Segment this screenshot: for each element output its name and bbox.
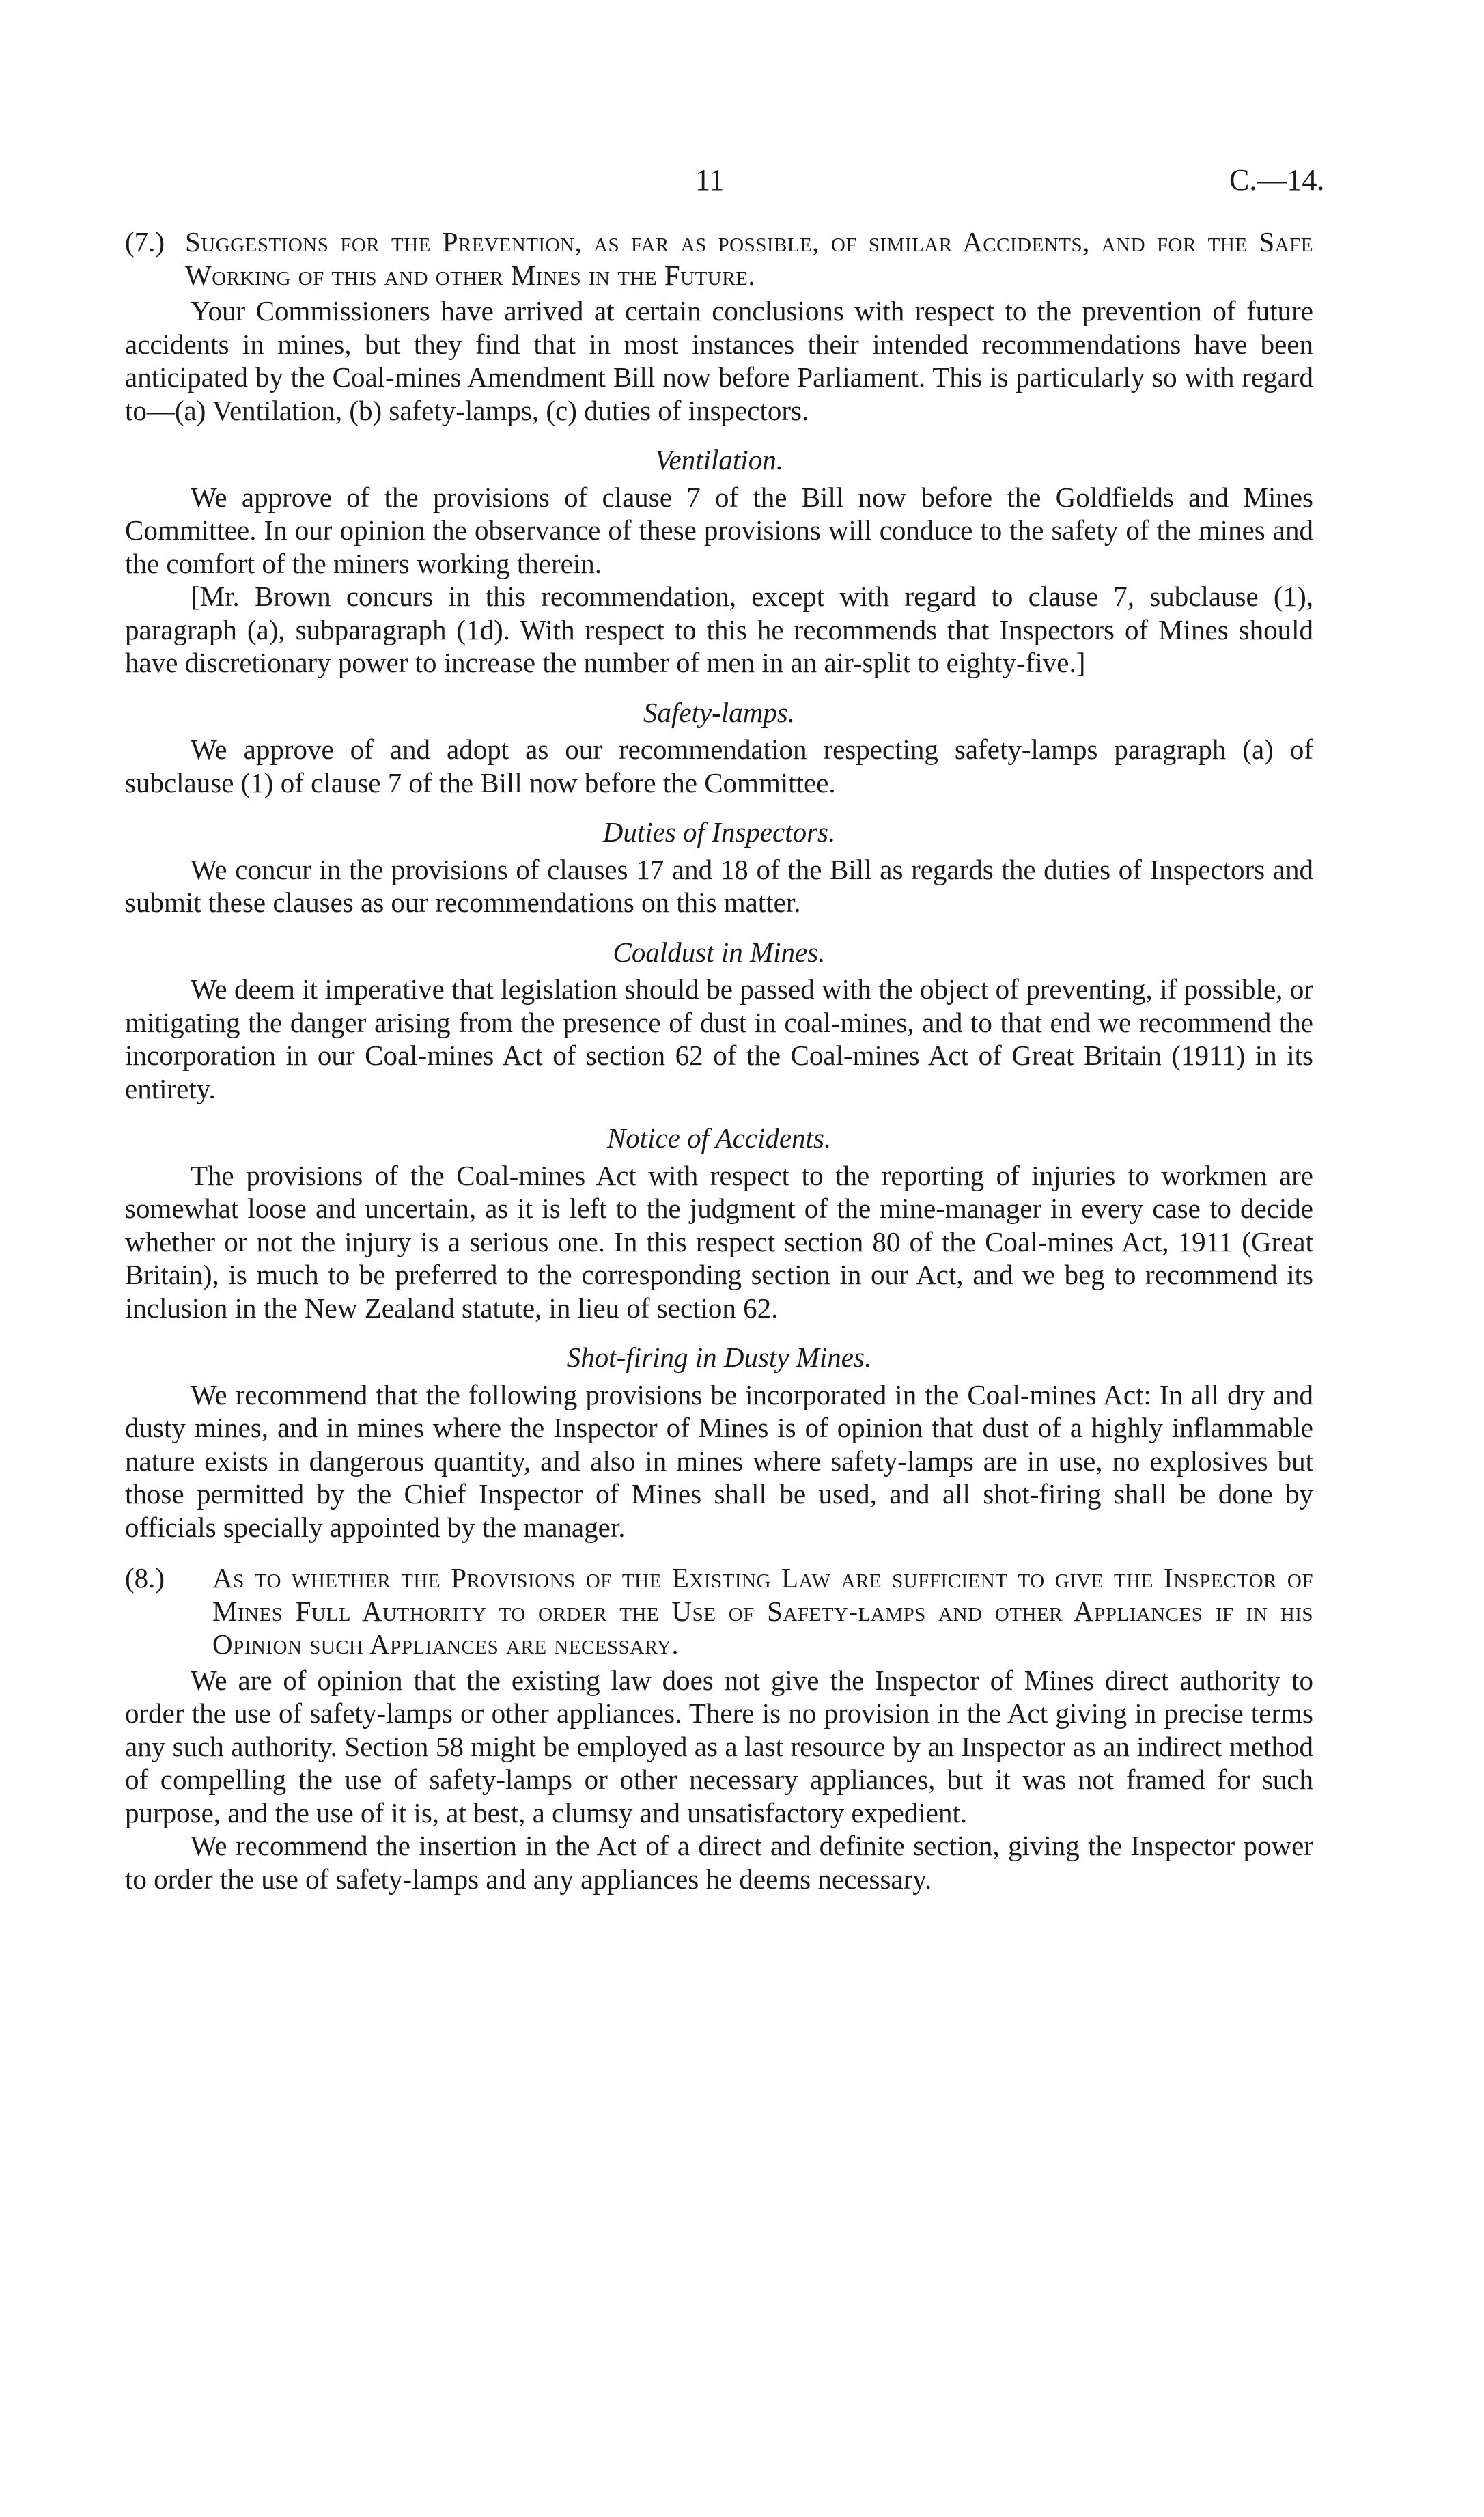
notice-paragraph: The provisions of the Coal-mines Act with respect to the reporting of injuries to workmen are somewhat loose and uncertain, as it is left to the judgment of the mine-manager in every case to decide whether or not the injury is a serious one. In this respect section 80 of the Coal-mines Act, 1911 (Great Britain), is much to be preferred to the corresponding section in our Act, and we beg to recommend its inclusion in the New Zealand statute, in lieu of section 62. (125, 1159, 1313, 1324)
ventilation-dissent: [Mr. Brown concurs in this recommendation, except with regard to clause 7, subclause (1), paragraph (a), subparagraph (1d). With respect to this he recommends that Inspectors of Mines should have discretionary power to increase the number of men in an air-split to eighty-five.] (125, 581, 1313, 678)
page-number: 11 (695, 163, 725, 197)
ventilation-heading: Ventilation. (655, 444, 783, 475)
shotfiring-paragraph: We recommend that the following provisions be incorporated in the Coal-mines Act: In all dry and dusty mines, and in mines where the Inspector of Mines is of opinion that dust of a highly inflammable nature exists in dangerous quantity, and also in mines where safety-lamps are in use, no explosives but those permitted by the Chief Inspector of Mines shall be used, and all shot-firing shall be done by officials specially appointed by the manager. (125, 1378, 1313, 1543)
section-8-heading (125, 1561, 1313, 1661)
safety-lamps-paragraph: We approve of and adopt as our recommendation respecting safety-lamps paragraph (a) of subclause (1) of clause 7 of the Bill now before the Committee. (125, 734, 1313, 798)
section-8-paragraph-1: We are of opinion that the existing law does not give the Inspector of Mines direct authority to order the use of safety-lamps or other appliances. There is no provision in the Act giving in precise terms any such authority. Section 58 might be employed as a last resource by an Inspector as an indirect method of compelling the use of safety-lamps or other necessary appliances, but it was not framed for such purpose, and the use of it is, at best, a clumsy and unsatisfactory expedient. (125, 1664, 1313, 1828)
section-7-number: (7.) (125, 226, 165, 258)
safety-lamps-heading: Safety-lamps. (643, 696, 796, 728)
section-7-intro: Your Commissioners have arrived at certain conclusions with respect to the prevention of future accidents in mines, but they find that in most instances their intended recommendations have been anticipated by the Coal-mines Amendment Bill now before Parliament. This is particularly so with regard to—(a) Ventilation, (b) safety-lamps, (c) duties of inspectors. (125, 295, 1313, 426)
coaldust-heading: Coaldust in Mines. (613, 936, 826, 968)
notice-heading: Notice of Accidents. (606, 1122, 832, 1154)
coaldust-paragraph: We deem it imperative that legislation should be passed with the object of preventing, if possible, or mitigating the danger arising from the presence of dust in coal-mines, and to that end we recommend the incorporation in our Coal-mines Act of section 62 of the Coal-mines Act of Great Britain (1911) in its entirety. (125, 973, 1313, 1104)
section-7-title: Suggestions for the Prevention, as far as possible, of similar Accidents, and for the Safe Working of this and other Mines in the Future. (185, 226, 1313, 291)
document-reference: C.—14. (1229, 163, 1325, 197)
shotfiring-heading: Shot-firing in Dusty Mines. (566, 1341, 872, 1373)
section-7-heading (125, 225, 1313, 292)
body-text (125, 225, 1313, 1895)
section-8-title: As to whether the Provisions of the Existing Law are sufficient to give the Inspector of Mines Full Authority to order the Use of Safety-lamps and other Appliances if in his Opinion such Appliances are necessary. (212, 1562, 1313, 1660)
duties-paragraph: We concur in the provisions of clauses 17 and 18 of the Bill as regards the duties of Inspectors and submit these clauses as our recommendations on this matter. (125, 853, 1313, 918)
section-8-paragraph-2: We recommend the insertion in the Act of a direct and definite section, giving the Inspector power to order the use of safety-lamps and any appliances he deems necessary. (125, 1830, 1313, 1895)
duties-heading: Duties of Inspectors. (602, 816, 836, 848)
ventilation-paragraph: We approve of the provisions of clause 7 of the Bill now before the Goldfields and Mines Committee. In our opinion the observance of these provisions will conduce to the safety of the mines and the comfort of the miners working therein. (125, 481, 1313, 579)
section-8-number: (8.) (125, 1562, 165, 1594)
